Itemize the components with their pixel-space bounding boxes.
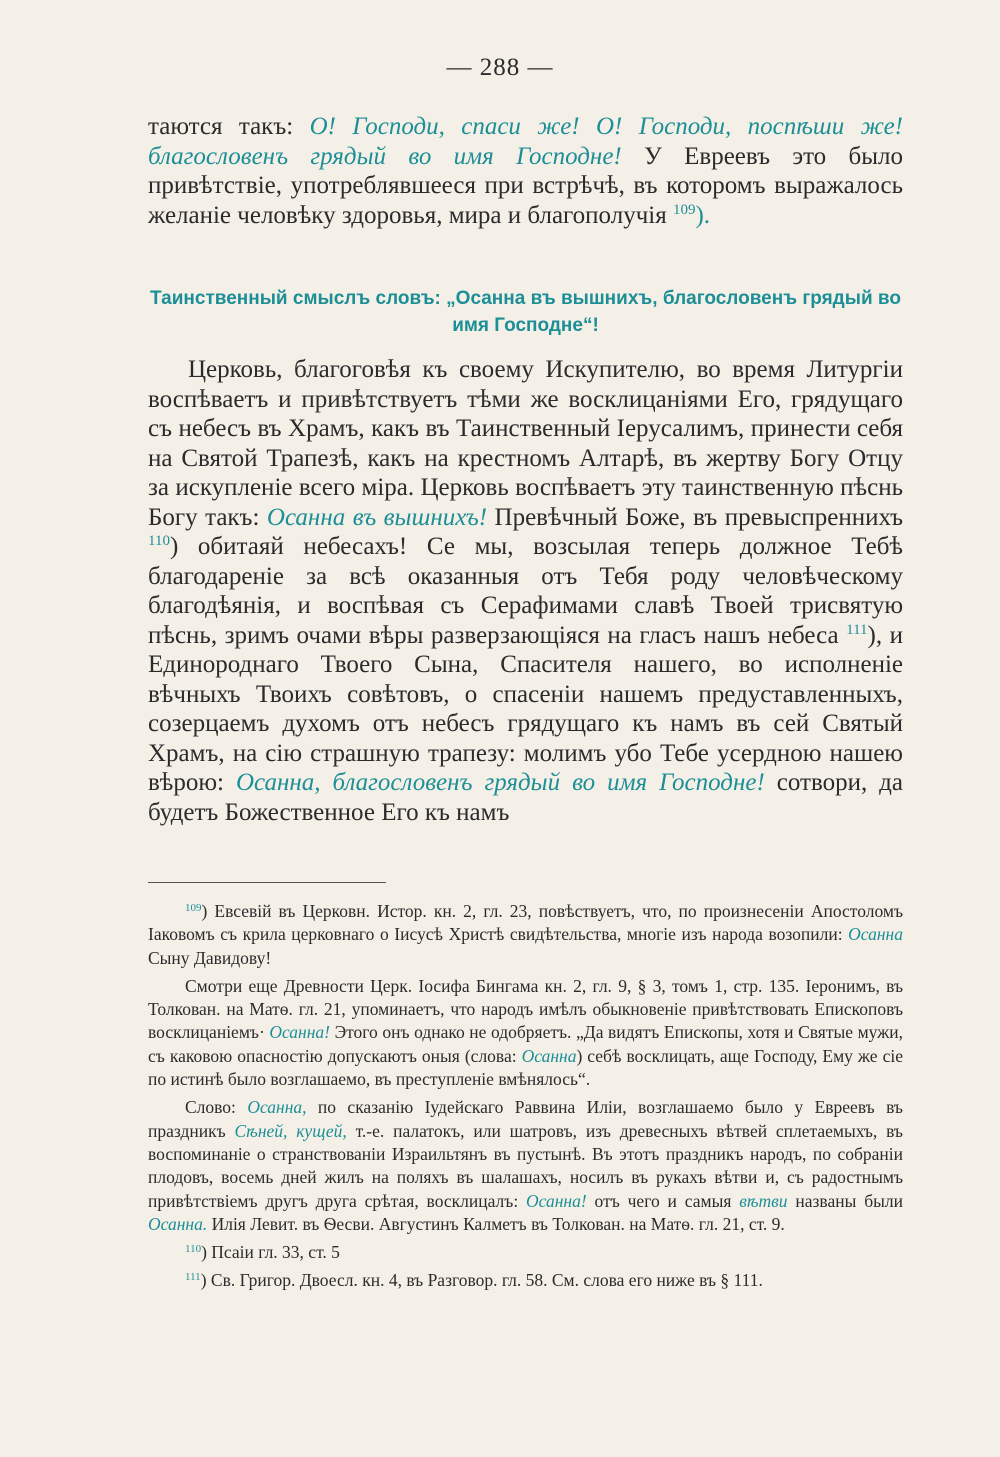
main-text: Превѣчный Боже, въ превыспреннихъ bbox=[487, 503, 903, 531]
footnote-number: 109 bbox=[185, 902, 202, 914]
footnote-text: ) себѣ восклицать, аще Господу, Ему же сіе по истинѣ было возглашаемо, въ преступленіе вмѣнялось“. bbox=[148, 1045, 903, 1090]
footnote-text: ) Псаiи гл. 33, ст. 5 bbox=[201, 1242, 340, 1263]
footnote-number: 111 bbox=[185, 1271, 201, 1284]
main-text: сотвори, да будетъ Божественное Его къ намъ bbox=[148, 769, 903, 826]
section-heading: Таинственный смыслъ словъ: „Осанна въ вышнихъ, благословенъ грядый во имя Господне“! bbox=[150, 288, 901, 336]
footnote-ref-109[interactable]: 109 bbox=[672, 201, 696, 218]
footnote-quote: Осанна bbox=[521, 1045, 577, 1066]
footnote-text: т.-е. палатокъ, или шатровъ, изъ древесныхъ вѣтвей сплетаемыхъ, въ воспоминаніе о странствованіи Израильтянъ въ пустынѣ. Въ этотъ праздникъ народъ, по собраніи плодовъ, восемь дней жилъ на поляхъ въ шалашахъ, носилъ въ рукахъ вѣтви и, съ радостнымъ привѣтствіемъ другъ друга срѣтая, восклицалъ: bbox=[148, 1120, 903, 1211]
footnote-text: Смотри еще Древности Церк. Іосифа Бингама кн. 2, гл. 9, § 3, томъ 1, стр. 135. Іеронимъ, въ Толкован. на Матѳ. гл. 21, упоминаетъ, что народъ имѣлъ обыкновеніе привѣтствовать Епископовъ восклицаніемъ· bbox=[148, 975, 903, 1043]
main-quote: Осанна въ вышнихъ! bbox=[266, 503, 488, 531]
footnote-divider bbox=[148, 882, 386, 883]
intro-text: У Евреевъ это было привѣтствіе, употреблявшееся при встрѣчѣ, въ которомъ выражалось желаніе человѣку здоровья, мира и благополучія bbox=[148, 142, 903, 229]
footnote-text: Слово: bbox=[185, 1097, 248, 1118]
footnote-quote: Осанна, bbox=[247, 1097, 307, 1118]
footnote-quote: Осанна. bbox=[148, 1213, 208, 1234]
footnote-number: 110 bbox=[185, 1243, 202, 1256]
footnote-109 bbox=[148, 900, 903, 970]
footnote-quote: Осанна! bbox=[526, 1190, 587, 1211]
footnote-quote: Осанна! bbox=[269, 1022, 330, 1043]
footnote-ref-paren: ). bbox=[695, 201, 711, 229]
footnote-quote: Сѣней, кущей, bbox=[234, 1120, 347, 1141]
footnote-110 bbox=[148, 1241, 903, 1264]
footnote-text: Этого онъ однако не одобряетъ. „Да видятъ Епископы, хотя и Святые мужи, съ каковою опасностію допускаютъ оныя (слова: bbox=[148, 1022, 903, 1066]
footnote-quote: вѣтви bbox=[739, 1190, 788, 1211]
intro-quote: О! Господи, спаси же! О! Господи, поспѣши же! благословенъ грядый во имя Господне! bbox=[148, 113, 903, 170]
main-text: ) обитаяй небесахъ! Се мы, возсылая теперь должное Тебѣ благодареніе за всѣ оказанныя отъ Тебя роду человѣческому благодѣянія, и воспѣвая съ Серафимами славѣ Твоей трисвятую пѣснь, зримъ очами вѣры разверзающіяся на гласъ нашъ небеса bbox=[148, 533, 903, 649]
footnotes bbox=[148, 900, 903, 1298]
footnote-quote: Осанна bbox=[848, 924, 903, 945]
main-quote: Осанна, благословенъ грядый во имя Господне! bbox=[235, 769, 765, 796]
footnote-109-continued bbox=[148, 975, 903, 1091]
main-text: ), и Единороднаго Твоего Сына, Спасителя нашего, во исполненіе вѣчныхъ Твоихъ совѣтовъ, о спасеніи нашемъ предуставленныхъ, созерцаемъ духомъ отъ небесъ грядущаго къ намъ въ сей Святый Храмъ, на сію страшную трапезу: молимъ убо Тебе усердною нашею вѣрою: bbox=[148, 621, 903, 796]
main-text: Церковь, благоговѣя къ своему Искупителю, во время Литургіи воспѣваетъ и привѣтствуетъ тѣми же восклицаніями Его, грядущаго съ небесъ въ Храмъ, какъ въ Таинственный Іерусалимъ, принести себя на Святой Трапезѣ, какъ на крестномъ Алтарѣ, въ жертву Богу Отцу за искупленіе всего міра. Церковь воспѣваетъ эту таинственную пѣснь Богу такъ: bbox=[148, 356, 903, 531]
page-number: — 288 — bbox=[446, 54, 554, 81]
main-paragraph bbox=[148, 355, 903, 827]
footnote-111 bbox=[148, 1269, 903, 1292]
footnote-ref-110[interactable]: 110 bbox=[148, 533, 170, 549]
footnote-text: названы были bbox=[787, 1190, 903, 1211]
footnote-109-continued bbox=[148, 1096, 903, 1236]
footnote-ref-111[interactable]: 111 bbox=[846, 621, 868, 638]
footnote-text: по сказанію Іудейскаго Раввина Иліи, возглашаемо было у Евреевъ въ праздникъ bbox=[148, 1097, 903, 1141]
footnote-text: ) Св. Григор. Двоесл. кн. 4, въ Разговор. гл. 58. См. слова его ниже въ § 111. bbox=[200, 1270, 763, 1291]
footnote-text: ) Евсевій въ Церковн. Истор. кн. 2, гл. 23, повѣствуетъ, что, по произнесеніи Апостоломъ Іаковомъ съ крила церковнаго о Іисусѣ Христѣ свидѣтельства, многіе изъ народа возопили: bbox=[148, 901, 903, 945]
intro-paragraph bbox=[148, 112, 903, 230]
intro-text: таются такъ: bbox=[148, 113, 310, 140]
footnote-text: Илія Левит. въ Ѳесви. Августинъ Калметъ въ Толкован. на Матѳ. гл. 21, ст. 9. bbox=[207, 1213, 785, 1234]
footnote-text: отъ чего и самыя bbox=[586, 1190, 740, 1211]
footnote-text: Сыну Давидову! bbox=[148, 947, 272, 968]
